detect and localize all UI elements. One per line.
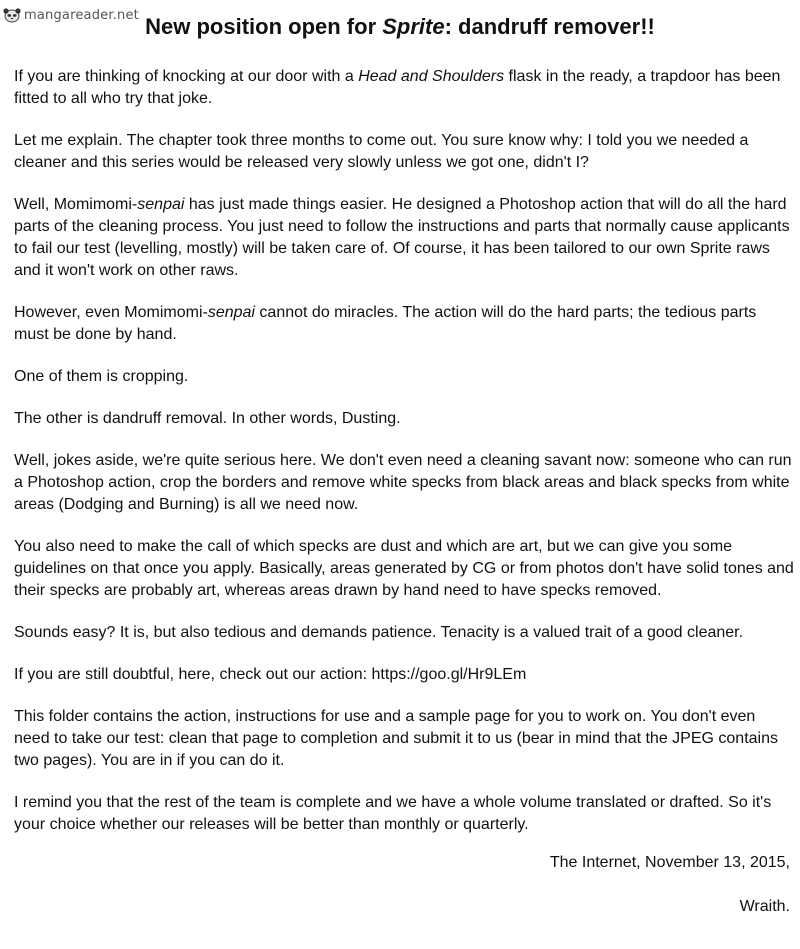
paragraph-3-text: Well, Momimomi-	[14, 196, 138, 213]
paragraph-4-text-end: cannot do miracles. The action will do the hard parts; the tedious parts must be done by hand.	[14, 304, 757, 343]
paragraph-1-text-end: flask in the ready, a trapdoor has been fitted to all who try that joke.	[14, 68, 781, 107]
paragraph-3-emphasis: senpai	[137, 196, 185, 213]
paragraph-8: You also need to make the call of which specks are dust and which are art, but we can give you some guidelines on that once you apply. Basically, areas generated by CG or from photos don't have solid tones and their specks are probably art, whereas areas drawn by hand need to have specks removed.	[14, 538, 794, 599]
paragraph-4-text: However, even Momimomi-	[14, 304, 208, 321]
paragraph-1-emphasis: Head and Shoulders	[358, 68, 505, 85]
paragraph-7: Well, jokes aside, we're quite serious here. We don't even need a cleaning savant now: someone who can run a Photoshop action, crop the borders and remove white specks from black areas and black specks from white areas (Dodging and Burning) is all we need now.	[14, 452, 792, 513]
paragraph-11: This folder contains the action, instructions for use and a sample page for you to work on. You don't even need to take our test: clean that page to completion and submit it to us (bear in mind that the JPEG contains two pages). You are in if you can do it.	[14, 708, 778, 769]
signature-name: Wraith.	[739, 898, 790, 915]
announcement-body	[14, 66, 794, 856]
signature-date: The Internet, November 13, 2015,	[549, 854, 790, 871]
paragraph-1-text: If you are thinking of knocking at our door with a	[14, 68, 359, 85]
page-title	[0, 14, 800, 40]
paragraph-3-text-end: has just made things easier. He designed a Photoshop action that will do all the hard parts of the cleaning process. You just need to follow the instructions and parts that normally cause applicants to fail our test (levelling, mostly) will be taken care of. Of course, it has been tailored to our own Sprite raws and it won't work on other raws.	[14, 196, 790, 279]
paragraph-12: I remind you that the rest of the team is complete and we have a whole volume translated or drafted. So it's your choice whether our releases will be better than monthly or quarterly.	[14, 794, 772, 833]
paragraph-5: One of them is cropping.	[14, 368, 189, 385]
paragraph-3	[14, 194, 794, 282]
title-text-end: : dandruff remover!!	[444, 14, 655, 39]
watermark-text: mangareader.net	[24, 8, 139, 23]
paragraph-10: If you are still doubtful, here, check out our action: https://goo.gl/Hr9LEm	[14, 666, 527, 683]
paragraph-9: Sounds easy? It is, but also tedious and demands patience. Tenacity is a valued trait of a good cleaner.	[14, 624, 744, 641]
title-emphasis: Sprite	[382, 14, 445, 39]
paragraph-6: The other is dandruff removal. In other words, Dusting.	[14, 410, 401, 427]
paragraph-4-emphasis: senpai	[207, 304, 255, 321]
title-text: New position open for	[145, 14, 383, 39]
paragraph-1	[14, 66, 794, 110]
paragraph-2: Let me explain. The chapter took three months to come out. You sure know why: I told you we needed a cleaner and this series would be released very slowly unless we got one, didn't I?	[14, 132, 749, 171]
paragraph-4	[14, 302, 794, 346]
